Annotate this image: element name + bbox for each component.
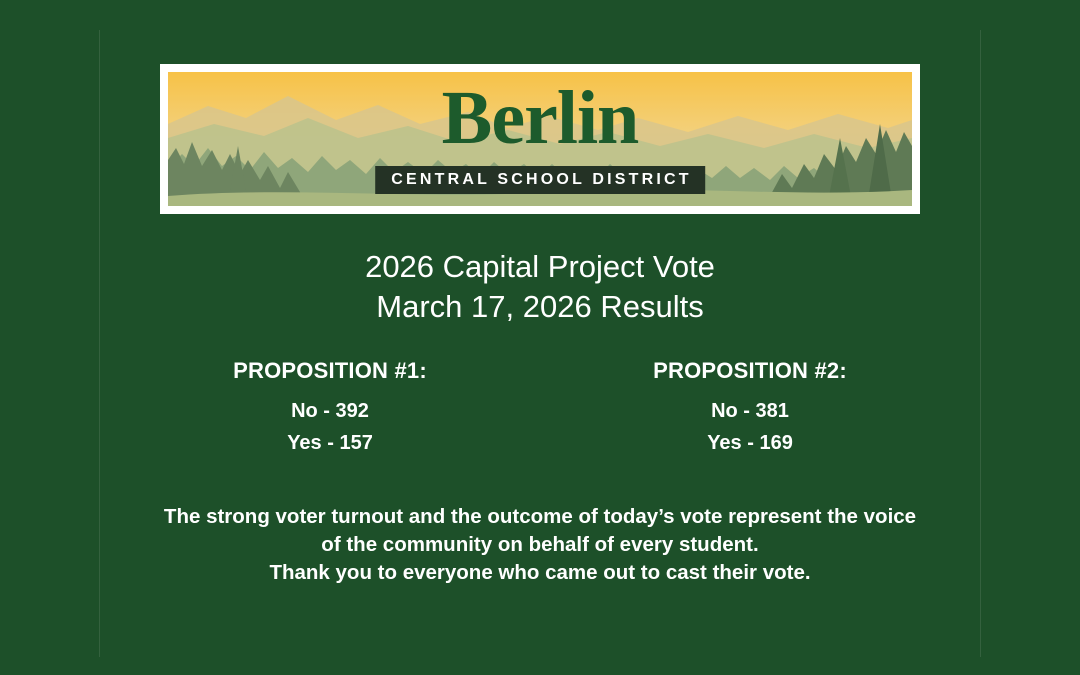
proposition-2-no-count: No - 381 (711, 400, 789, 422)
left-edge-rule (99, 30, 100, 657)
page-title-line-1: 2026 Capital Project Vote (365, 249, 715, 284)
logo-subtitle: CENTRAL SCHOOL DISTRICT (375, 166, 705, 194)
page-title-line-2: March 17, 2026 Results (376, 289, 704, 324)
right-edge-rule (980, 30, 981, 657)
thank-you-message-line-1: The strong voter turnout and the outcome of today’s vote represent the voice (163, 505, 917, 528)
page-title (0, 247, 1080, 327)
proposition-1-no-count: No - 392 (291, 400, 369, 422)
proposition-1-block (120, 358, 540, 459)
proposition-1-yes-count: Yes - 157 (287, 432, 373, 454)
thank-you-message-line-2: of the community on behalf of every student. (321, 533, 759, 556)
proposition-2-title: PROPOSITION #2: (653, 358, 847, 383)
proposition-2-block (540, 358, 960, 459)
district-logo-banner (160, 64, 920, 214)
proposition-2-yes-count: Yes - 169 (707, 432, 793, 454)
thank-you-message-line-3: Thank you to everyone who came out to cast their vote. (269, 561, 811, 584)
logo-wordmark: Berlin (441, 76, 639, 160)
proposition-results (120, 358, 960, 459)
logo-artwork (168, 72, 912, 206)
proposition-1-title: PROPOSITION #1: (233, 358, 427, 383)
thank-you-message (110, 503, 970, 587)
